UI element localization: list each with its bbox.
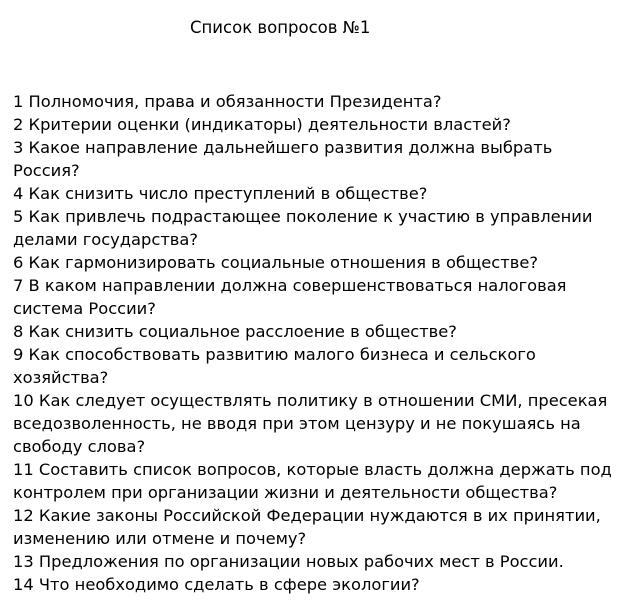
question-item-5: 5 Как привлечь подрастающее поколение к участию в управлении делами государства?: [13, 207, 593, 249]
question-list: [13, 90, 628, 596]
question-item-10: 10 Как следует осуществлять политику в отношении СМИ, пресекая вседозволенность, не вводя при этом цензуру и не покушаясь на свободу слова?: [13, 391, 608, 456]
question-item-8: 8 Как снизить социальное расслоение в обществе?: [13, 322, 457, 341]
question-item-14: 14 Что необходимо сделать в сфере экологии?: [13, 575, 420, 594]
question-item-7: 7 В каком направлении должна совершенствоваться налоговая система России?: [13, 276, 567, 318]
question-item-13: 13 Предложения по организации новых рабочих мест в России.: [13, 552, 564, 571]
question-item-4: 4 Как снизить число преступлений в обществе?: [13, 184, 428, 203]
question-item-12: 12 Какие законы Российской Федерации нуждаются в их принятии, изменению или отмене и почему?: [13, 506, 601, 548]
question-item-11: 11 Составить список вопросов, которые власть должна держать под контролем при организации жизни и деятельности общества?: [13, 460, 612, 502]
question-item-6: 6 Как гармонизировать социальные отношения в обществе?: [13, 253, 538, 272]
question-item-1: 1 Полномочия, права и обязанности Президента?: [13, 92, 442, 111]
question-item-3: 3 Какое направление дальнейшего развития должна выбрать Россия?: [13, 138, 553, 180]
document-title: Список вопросов №1: [190, 18, 371, 37]
question-item-9: 9 Как способствовать развитию малого бизнеса и сельского хозяйства?: [13, 345, 536, 387]
question-item-2: 2 Критерии оценки (индикаторы) деятельности властей?: [13, 115, 511, 134]
